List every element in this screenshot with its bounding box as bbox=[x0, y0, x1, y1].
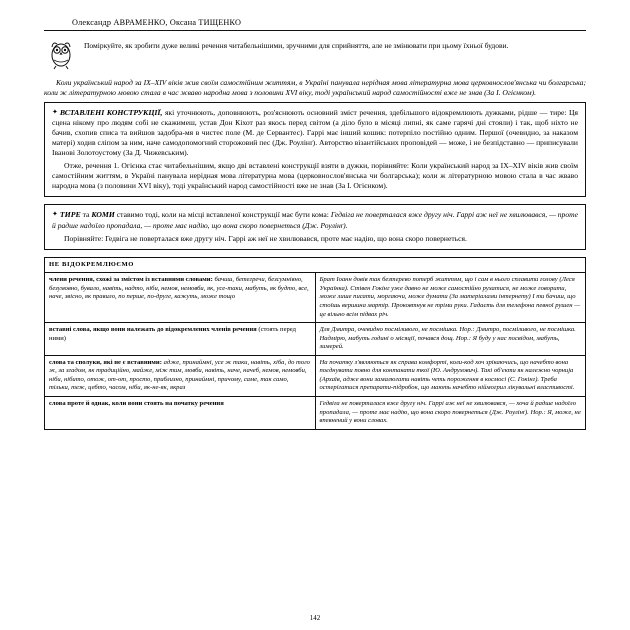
callout-text: Поміркуйте, як зробити дуже великі речення читабельнішими, зручними для сприйняття, але не змінювати при цьому їхньої будови. bbox=[84, 41, 509, 50]
running-head: Олександр АВРАМЕНКО, Оксана ТИЩЕНКО bbox=[72, 18, 242, 27]
inserted-body-2: Отже, речення 1. Огієнка стає читабельнішим, якщо дві вставлені конструкції взяти в дужки, порівняйте: Коли український народ за IX–XIV віків жив своїм самостійним життям, в Україні панувала нерідная мова літературна мова (церковнослов'янська чи болгарська); коли ж літературною мовою стала в час жваво народна мова (з половини XVI віку), тоді український народ самостійності вже не знав (За І. Огієнком). bbox=[52, 161, 578, 191]
dash-heading-rest: ставимо тоді, коли на місці вставленої конструкції має бути кома: bbox=[116, 210, 329, 220]
rule-lead: вставні слова, якщо вони належать до відокремлених членів речення bbox=[49, 326, 257, 334]
rule-examples: бачиш, бетегречи, безсумнівно, безумовно, бувало, навіть, надто, ніби, немов, немовби, як, усе-таки, мабуть, як будто, все, наче, звісно, як правило, по перше, по-друге, кажуть, може тощо bbox=[49, 276, 309, 301]
rule-lead: члени речення, схожі за змістом із вставними словами: bbox=[49, 276, 213, 284]
box-inserted-constructions bbox=[44, 102, 586, 197]
dash-heading-c: КОМИ bbox=[91, 210, 115, 220]
rule-example-cell: Для Дмитра, очевидно посміливого, не посмішка. Нор.: Дмитро, посміливого, не посмішка. Надмірю, мабуть годині о місяції, почався дощ. Нор.: Я буду у нас посвідом, мабуть, зимерей. bbox=[315, 323, 586, 356]
table-title: НЕ ВІДОКРЕМЛЮЄМО bbox=[45, 257, 586, 273]
box-dash-commas bbox=[44, 204, 586, 249]
rule-label-cell bbox=[45, 273, 316, 323]
inserted-heading: ВСТАВЛЕНІ КОНСТРУКЦІЇ, bbox=[59, 108, 163, 118]
diamond-bullet-icon: ✦ bbox=[52, 108, 58, 117]
dash-heading-b: та bbox=[82, 210, 90, 220]
table-row bbox=[45, 355, 586, 396]
rule-examples: адже, принаймні, усе ж таки, навіть, хіба, до того ж, за згадом, як традиційно, майже, між тим, мовби, навіть, наче, начеб, немов, немовби, ніби, нібито, отож, от-от, просто, приблизно, принаймні, причому, саме, так само, тільки, теж, цебто, часом, ніби, як-не-як, якраз bbox=[49, 358, 310, 392]
rule-sub: (стоять перед ними) bbox=[49, 326, 296, 342]
table-row bbox=[45, 397, 586, 430]
dash-heading-a: ТИРЕ bbox=[59, 210, 81, 220]
dash-heading-line bbox=[52, 210, 578, 230]
dash-example-2: Порівняйте: Гедвіга не поверталася вже другу ніч. Гаррі аж неї не хвилювався, проте має надію, що вона скоро повернеться. bbox=[64, 233, 467, 243]
rule-example-cell: Гедвіга не поверталася вже другу ніч. Гаррі аж неї не хвилювався, — хоча й радше надоїло пропадала, — проте має надію, що вона скоро повернеться (Дж. Роулінґ). Нор.: Я, може, не впевнений у вони словах. bbox=[315, 397, 586, 430]
table-row bbox=[45, 273, 586, 323]
inserted-heading-line bbox=[52, 108, 578, 158]
table-title-row bbox=[45, 257, 586, 273]
intro-paragraph: Коли український народ за IX–XIV віків жив своїм самостійним життям, в Україні панувала нерідная мова літературна мова церковнослов'янська чи болгарська; коли ж літературною мовою стала в час жваво народна мова з половини XVI віку, тоді український народ самостійності вже не знав (За І. Огієнком). bbox=[44, 78, 586, 98]
callout-block bbox=[44, 38, 586, 70]
inserted-body-1: які уточнюють, доповнюють, роз'яснюють основний зміст речення, здебільшого відокремлюють дужками, рідше — тире: Ця сцена нікому про людям собі не скажимеш, устав Дон Кіхот раз якось перед світом (а діло було в місяці липні, як саме гарячі дні стояли) і так, щоб ніхто не бачив, схопив списа та вийшов задобра-мя в чистеє поле (М. де Сервантес). Гаррі має інший кошик: потерпіло постійно одним. Першої (очевидно, за наказом матері) ходив сліпом за ним, наче самодопомогний сторожовий пес (Дж. Роулінґ). Авторство візантійських проповідей — може, і не безпідставно — приписували Іванові Золотоустому (За Д. Чижевським). bbox=[52, 108, 578, 158]
owl-icon bbox=[44, 36, 78, 70]
page-number: 142 bbox=[309, 614, 321, 622]
rule-example-cell: Брат Іоанн довів так безтерево потерб життям, що і сам в нього сплавити голову (Леся Українка). Стівен Гокінг уже давно не може самостійно рухатися, не може говорити, може лише писати, моргаючи, може думати (За матеріалами інтернету) І ти бачиш, що стоїшь вершина мартір. Проковтнув не тріми руки. Гадаєть для телефона певної рушен — це вільно всім підвах річ. bbox=[315, 273, 586, 323]
table-row bbox=[45, 323, 586, 356]
dash-example-1: Гедвіга не поверталася вже другу ніч. Гаррі аж неї не хвилювався, — проте й радше надоїло пропадала, — проте має надію, що вона скоро повернеться (Дж. Роулінґ). bbox=[52, 210, 578, 230]
rule-lead: слова та сполуки, які не є вставними: bbox=[49, 358, 162, 366]
rules-table bbox=[44, 257, 586, 430]
header-rule bbox=[44, 30, 586, 31]
rule-label-cell bbox=[45, 323, 316, 356]
rule-label-cell bbox=[45, 355, 316, 396]
rule-label-cell bbox=[45, 397, 316, 430]
rule-example-cell: На початку з'являються як справа комфорті, коли-код хоч зрікаючись, що начебто вона поєднувати повно для контакати ткої (Ю. Андрухович). Такі об'єкти як належно чорнија (Архаїв, адже вони замалюгати навіть четь пороження в космосі (С. Гокінг). Треба остерігатися препарати-підробок, що мають начебто ніймогрил лікувальні властивості. bbox=[315, 355, 586, 396]
rule-lead: слова проте й однак, коли вони стоять на початку речення bbox=[49, 400, 224, 408]
diamond-bullet-icon-2: ✦ bbox=[52, 210, 58, 219]
